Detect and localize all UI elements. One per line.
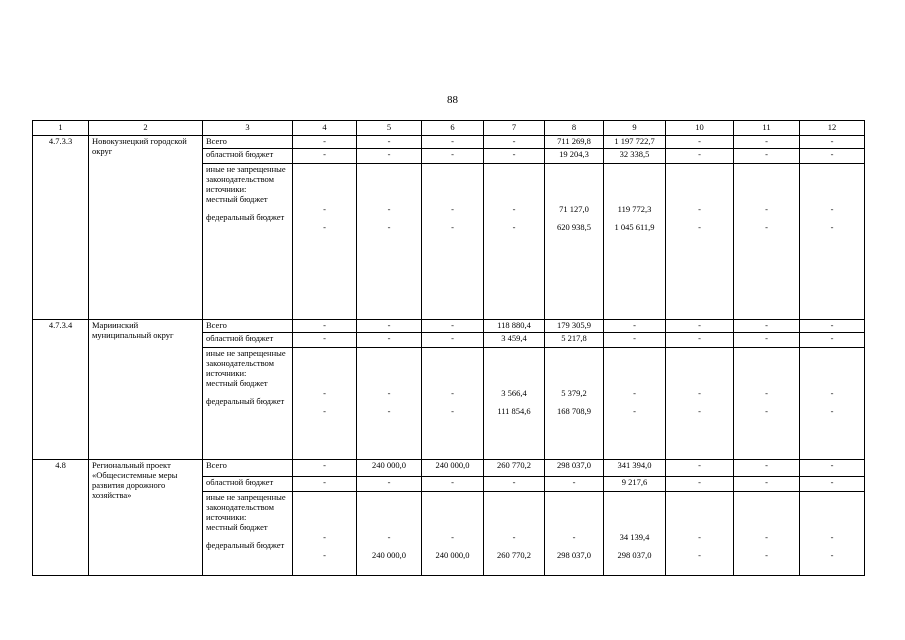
page-number: 88	[447, 94, 458, 106]
sub-value: -	[512, 222, 516, 232]
value-cell: -	[293, 136, 357, 149]
row-code: 4.7.3.3	[33, 136, 89, 320]
value-cell	[734, 492, 800, 576]
value-cell	[293, 492, 357, 576]
sub-value: -	[387, 222, 391, 232]
value-cell: 118 880,4	[484, 320, 545, 333]
value-cell: -	[734, 149, 800, 164]
sub-value: -	[323, 532, 326, 542]
column-header: 1	[33, 121, 89, 136]
column-header: 3	[203, 121, 293, 136]
sub-value: 240 000,0	[435, 550, 470, 560]
header-row	[33, 121, 865, 136]
value-cell	[734, 164, 800, 320]
sub-value: -	[830, 550, 834, 560]
sub-value: -	[387, 388, 391, 398]
column-header: 5	[357, 121, 422, 136]
value-cell: -	[734, 333, 800, 348]
table-row	[33, 460, 865, 477]
value-cell: -	[293, 149, 357, 164]
funding-source: областной бюджет	[203, 477, 293, 492]
value-cell	[604, 164, 666, 320]
value-cell: -	[484, 136, 545, 149]
sub-value: -	[698, 406, 701, 416]
value-cell: -	[293, 460, 357, 477]
row-name: Новокузнецкий городской округ	[89, 136, 203, 320]
value-cell: -	[800, 320, 865, 333]
value-cell	[293, 348, 357, 460]
value-cell: -	[800, 460, 865, 477]
sub-value: 1 045 611,9	[614, 222, 655, 232]
value-cell: -	[604, 333, 666, 348]
row-code: 4.7.3.4	[33, 320, 89, 460]
value-cell	[545, 492, 604, 576]
value-cell: -	[484, 149, 545, 164]
value-cell	[666, 348, 734, 460]
column-header: 11	[734, 121, 800, 136]
sub-value: 5 379,2	[561, 388, 587, 398]
sub-value: -	[830, 204, 834, 214]
value-cell	[800, 348, 865, 460]
sub-value: 260 770,2	[497, 550, 531, 560]
value-cell	[604, 492, 666, 576]
sub-value: -	[765, 532, 768, 542]
sub-value: -	[323, 388, 326, 398]
sub-value: -	[765, 406, 768, 416]
column-header: 10	[666, 121, 734, 136]
value-cell: -	[357, 477, 422, 492]
value-cell: 341 394,0	[604, 460, 666, 477]
sub-value: -	[451, 532, 454, 542]
sub-source: федеральный бюджет	[206, 540, 285, 550]
value-cell: -	[293, 333, 357, 348]
sub-value: -	[830, 532, 834, 542]
sub-value: 119 772,3	[617, 204, 652, 214]
value-cell: -	[800, 136, 865, 149]
value-cell: -	[666, 460, 734, 477]
row-name: Региональный проект «Общесистемные меры развития дорожного хозяйства»	[89, 460, 203, 576]
value-cell	[357, 492, 422, 576]
value-cell: -	[800, 477, 865, 492]
column-header: 8	[545, 121, 604, 136]
sub-value: 298 037,0	[617, 550, 652, 560]
value-cell: -	[422, 333, 484, 348]
value-cell	[484, 164, 545, 320]
value-cell: -	[357, 333, 422, 348]
value-cell: 9 217,6	[604, 477, 666, 492]
value-cell: -	[357, 136, 422, 149]
sub-value: -	[698, 222, 701, 232]
sub-value: -	[633, 388, 636, 398]
funding-source: Всего	[203, 460, 293, 477]
funding-source	[203, 164, 293, 320]
sub-value: -	[698, 532, 701, 542]
value-cell	[293, 164, 357, 320]
sub-value: -	[830, 388, 834, 398]
value-cell: 5 217,8	[545, 333, 604, 348]
sub-value: 620 938,5	[557, 222, 591, 232]
value-cell: -	[545, 477, 604, 492]
sub-value: 71 127,0	[559, 204, 589, 214]
value-cell: -	[800, 333, 865, 348]
value-cell: -	[293, 320, 357, 333]
value-cell	[604, 348, 666, 460]
value-cell: -	[422, 320, 484, 333]
sub-value: -	[765, 550, 768, 560]
value-cell: -	[422, 477, 484, 492]
sub-value: 168 708,9	[557, 406, 591, 416]
row-name: Мариинский муниципальный округ	[89, 320, 203, 460]
value-cell: -	[604, 320, 666, 333]
sub-value: -	[387, 406, 391, 416]
sub-value: 111 854,6	[497, 406, 531, 416]
value-cell: 3 459,4	[484, 333, 545, 348]
sub-value: -	[572, 532, 576, 542]
value-cell: -	[734, 477, 800, 492]
column-header: 12	[800, 121, 865, 136]
sub-value: 298 037,0	[557, 550, 591, 560]
table-row	[33, 320, 865, 333]
column-header: 4	[293, 121, 357, 136]
value-cell	[666, 164, 734, 320]
value-cell	[666, 492, 734, 576]
value-cell: 240 000,0	[422, 460, 484, 477]
value-cell	[800, 492, 865, 576]
value-cell	[357, 164, 422, 320]
sub-value: -	[451, 204, 454, 214]
funding-source: Всего	[203, 136, 293, 149]
value-cell	[422, 348, 484, 460]
value-cell: 711 269,8	[545, 136, 604, 149]
sub-value: -	[698, 550, 701, 560]
value-cell: 19 204,3	[545, 149, 604, 164]
column-header: 9	[604, 121, 666, 136]
funding-source: Всего	[203, 320, 293, 333]
value-cell: -	[666, 477, 734, 492]
source-intro: иные не запрещенные законодательством источники:	[206, 492, 286, 522]
funding-source	[203, 492, 293, 576]
sub-value: -	[830, 222, 834, 232]
sub-value: 3 566,4	[501, 388, 527, 398]
sub-value: -	[387, 204, 391, 214]
value-cell: -	[666, 149, 734, 164]
funding-source	[203, 348, 293, 460]
value-cell: 298 037,0	[545, 460, 604, 477]
sub-value: -	[323, 222, 326, 232]
value-cell: -	[484, 477, 545, 492]
sub-value: -	[830, 406, 834, 416]
value-cell: -	[357, 320, 422, 333]
column-header: 2	[89, 121, 203, 136]
value-cell	[484, 348, 545, 460]
sub-value: -	[765, 222, 768, 232]
sub-source: местный бюджет	[206, 194, 268, 204]
funding-source: областной бюджет	[203, 149, 293, 164]
sub-value: 240 000,0	[372, 550, 406, 560]
value-cell: -	[422, 136, 484, 149]
budget-table	[32, 120, 865, 576]
sub-value: -	[633, 406, 636, 416]
value-cell: 179 305,9	[545, 320, 604, 333]
value-cell	[545, 348, 604, 460]
value-cell	[357, 348, 422, 460]
sub-source: федеральный бюджет	[206, 212, 285, 222]
value-cell: -	[666, 136, 734, 149]
value-cell: -	[800, 149, 865, 164]
sub-value: -	[512, 532, 516, 542]
sub-source: местный бюджет	[206, 378, 268, 388]
value-cell: 240 000,0	[357, 460, 422, 477]
value-cell: 32 338,5	[604, 149, 666, 164]
sub-value: -	[323, 204, 326, 214]
sub-value: -	[512, 204, 516, 214]
value-cell: -	[422, 149, 484, 164]
sub-value: -	[451, 222, 454, 232]
table-row	[33, 136, 865, 149]
value-cell	[422, 164, 484, 320]
sub-value: -	[698, 204, 701, 214]
value-cell	[545, 164, 604, 320]
column-header: 7	[484, 121, 545, 136]
value-cell: -	[734, 136, 800, 149]
sub-value: -	[698, 388, 701, 398]
sub-value: -	[765, 204, 768, 214]
value-cell: -	[293, 477, 357, 492]
sub-value: -	[323, 550, 326, 560]
funding-source: областной бюджет	[203, 333, 293, 348]
value-cell: 1 197 722,7	[604, 136, 666, 149]
value-cell	[800, 164, 865, 320]
column-header: 6	[422, 121, 484, 136]
value-cell	[484, 492, 545, 576]
value-cell: -	[734, 460, 800, 477]
sub-value: -	[451, 406, 454, 416]
value-cell: 260 770,2	[484, 460, 545, 477]
source-intro: иные не запрещенные законодательством источники:	[206, 348, 286, 378]
value-cell: -	[357, 149, 422, 164]
source-intro: иные не запрещенные законодательством источники:	[206, 164, 286, 194]
sub-value: -	[451, 388, 454, 398]
value-cell: -	[666, 333, 734, 348]
sub-source: местный бюджет	[206, 522, 268, 532]
sub-source: федеральный бюджет	[206, 396, 285, 406]
value-cell	[734, 348, 800, 460]
sub-value: -	[323, 406, 326, 416]
sub-value: 34 139,4	[619, 532, 650, 542]
value-cell: -	[734, 320, 800, 333]
sub-value: -	[387, 532, 391, 542]
value-cell	[422, 492, 484, 576]
value-cell: -	[666, 320, 734, 333]
row-code: 4.8	[33, 460, 89, 576]
sub-value: -	[765, 388, 768, 398]
